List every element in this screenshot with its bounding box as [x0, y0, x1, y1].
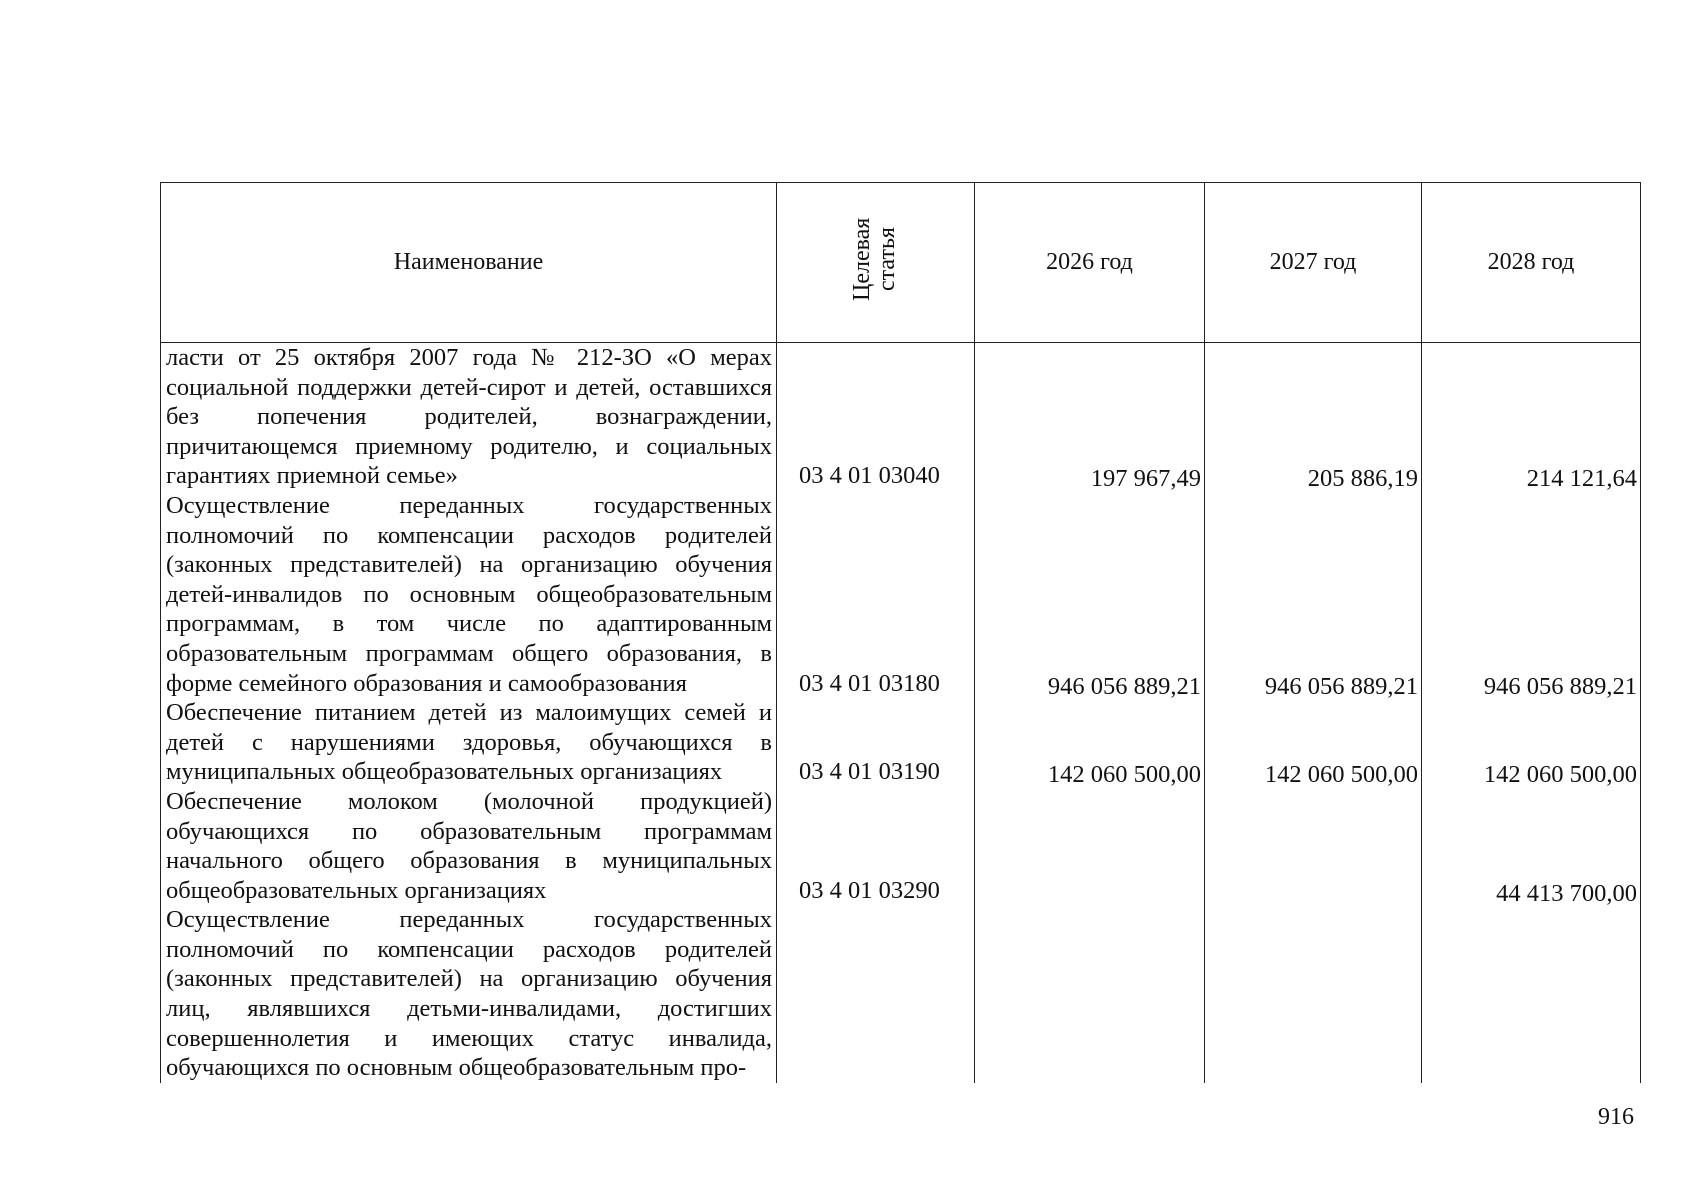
row-name: Обеспечение молоком (молочной продукцией) обучающихся по образовательным программам начального общего образования в муниципальных общеобразовательных организациях: [161, 787, 777, 905]
table-row: [161, 905, 1641, 1083]
table-row: [161, 698, 1641, 787]
row-value-2026: [975, 905, 1205, 1083]
row-value-2028: 44 413 700,00: [1422, 787, 1641, 905]
row-value-2028: [1422, 905, 1641, 1083]
table-row: [161, 491, 1641, 698]
row-code: [777, 905, 975, 1083]
row-name: Обеспечение питанием детей из малоимущих семей и детей с нарушениями здоровья, обучающихся в муниципальных общеобразовательных организациях: [161, 698, 777, 787]
header-code-label: Целевая статья: [849, 217, 901, 301]
row-value-2027: [1205, 787, 1422, 905]
row-value-2028: 946 056 889,21: [1422, 491, 1641, 698]
table-header-row: [161, 183, 1641, 343]
row-name: ласти от 25 октября 2007 года № 212-ЗО «О мерах социальной поддержки детей-сирот и детей, оставшихся без попечения родителей, вознаграждении, причитающемся приемному родителю, и социальных гарантиях приемной семье»: [161, 343, 777, 491]
row-value-2027: [1205, 905, 1422, 1083]
header-code: [777, 183, 975, 343]
row-value-2028: 142 060 500,00: [1422, 698, 1641, 787]
page-number: 916: [1598, 1104, 1634, 1130]
header-year-2027: 2027 год: [1205, 183, 1422, 343]
row-value-2026: 946 056 889,21: [975, 491, 1205, 698]
row-name: Осуществление переданных государственных полномочий по компенсации расходов родителей (законных представителей) на организацию обучения детей-инвалидов по основным общеобразовательным программам, в том числе по адаптированным образовательным программам общего образования, в форме семейного образования и самообразования: [161, 491, 777, 698]
budget-table: [160, 182, 1641, 1083]
row-value-2027: 946 056 889,21: [1205, 491, 1422, 698]
row-value-2028: 214 121,64: [1422, 343, 1641, 491]
row-code: 03 4 01 03190: [777, 698, 975, 787]
header-name: Наименование: [161, 183, 777, 343]
row-value-2027: 205 886,19: [1205, 343, 1422, 491]
table-row: [161, 343, 1641, 491]
row-name: Осуществление переданных государственных полномочий по компенсации расходов родителей (законных представителей) на организацию обучения лиц, являвшихся детьми-инвалидами, достигших совершеннолетия и имеющих статус инвалида, обучающихся по основным общеобразовательным про-: [161, 905, 777, 1083]
header-year-2026: 2026 год: [975, 183, 1205, 343]
row-code: 03 4 01 03290: [777, 787, 975, 905]
row-value-2027: 142 060 500,00: [1205, 698, 1422, 787]
row-value-2026: [975, 787, 1205, 905]
row-value-2026: 142 060 500,00: [975, 698, 1205, 787]
row-code: 03 4 01 03040: [777, 343, 975, 491]
table-row: [161, 787, 1641, 905]
row-value-2026: 197 967,49: [975, 343, 1205, 491]
header-year-2028: 2028 год: [1422, 183, 1641, 343]
row-code: 03 4 01 03180: [777, 491, 975, 698]
